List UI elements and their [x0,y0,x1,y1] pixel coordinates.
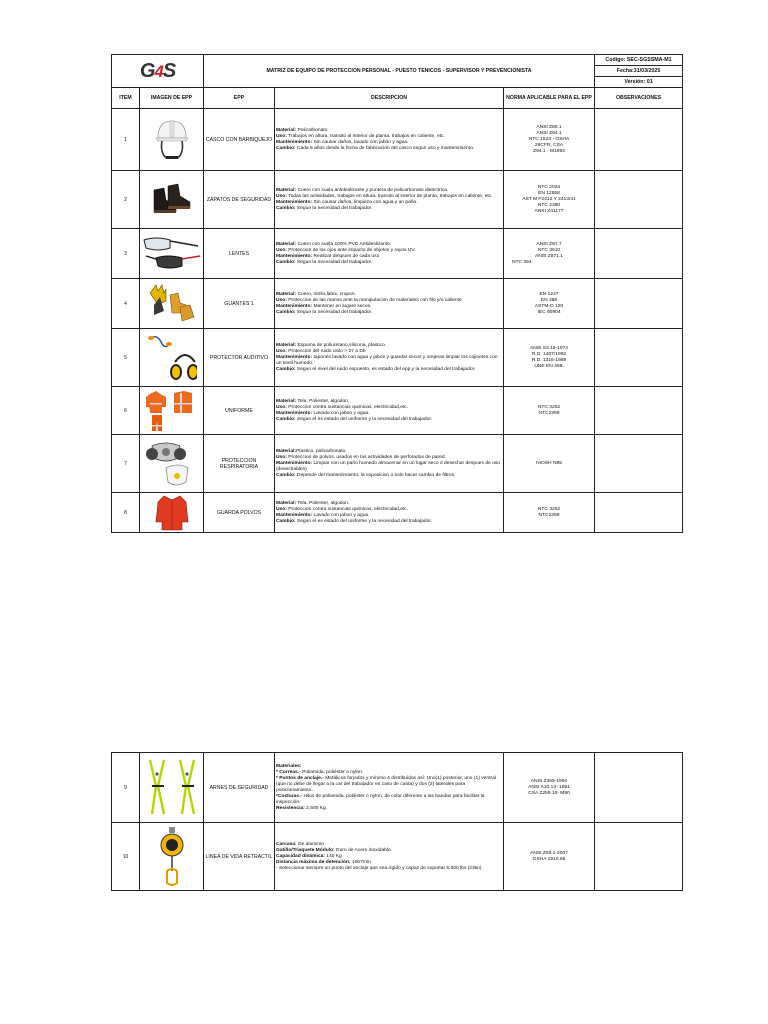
norma: ANSI Z359-1992 ANSI A10.14- 1991 CSA Z259.10- M90 [504,753,595,823]
desc-line: Uso: Proteccion de los ojos ante impacto de objetos y rayos UV. [276,247,416,253]
observaciones [595,109,683,171]
desc-line: Mantenimiento: Lavado con jabon y agua. [276,512,370,518]
col-header-imagen: IMAGEN DE EPP [140,88,204,109]
norma: EN 1247 EN 388 ASTM-D 120 IEC 60904 [504,279,595,329]
desc-line: - Seleccionar siempre un punto del anclaje que sea rígido y capaz de soportar 5.000 lbs (23kn) [276,865,482,871]
col-header-item: ITEM [112,88,140,109]
hearing-protector-image [140,329,204,387]
norma: NTC 3252 NTC2399 [504,387,595,435]
item-number: 9 [112,753,140,823]
desc-line: Material: Policarbonato [276,127,328,133]
item-number: 7 [112,435,140,493]
helmet-icon [152,116,192,164]
desc-line: Mantenimiento: Limpiar con un paño humedo almacenar en un lugar seco ó desechar despues de uso (desechables) [276,460,501,472]
description [275,387,504,435]
document-code: Codigo: SEC-SGSSMA-M1 [595,55,683,66]
harness-image [140,753,204,823]
col-header-norma: NORMA APLICABLE PARA EL EPP [504,88,595,109]
norma: ANSI Z87.7 NTC 3610 ANSI Z871.1 NTC 364 [504,229,595,279]
item-number: 6 [112,387,140,435]
epp-name: LENTES [204,229,275,279]
table-row [112,229,683,279]
table-row [112,279,683,329]
table-row [112,329,683,387]
dust-coat-icon [154,494,190,532]
epp-matrix-table [111,54,683,533]
ear-protector-icon [147,332,197,384]
table-row [112,171,683,229]
desc-line: Material: Espuma de poliuretano,silicona, plastico. [276,342,387,348]
respirator-icon [144,438,200,490]
desc-line: Uso: Proteccion de las manos ante la manipulacion de materiales con filo y/o caliente [276,297,462,303]
epp-name: ARNES DE SEGURIDAD [204,753,275,823]
desc-line: * Puntos de anclaje.- Metálicos forjados y mínimo 4 distribuidos así: Uno(1) posterior, uno (1) ventral (que no debe de llegar a la car del trabajador en caso de caída) y dos (2) laterales para posicionamiento. [276,775,496,793]
desc-line: Uso: Proteccion contra sustancias quimicas, electricidad,etc. [276,404,409,410]
respirator-image [140,435,204,493]
desc-line: Cambio: Cada 5 años desde la fecha de fabricación del casco segun uso y mantenimiento. [276,145,475,151]
boots-icon [150,180,194,220]
desc-line: Material: Tela, Poliester, algodon. [276,500,350,506]
item-number: 3 [112,229,140,279]
col-header-epp: EPP [204,88,275,109]
description [275,435,504,493]
desc-line: Cambio: Segun la necesidad del trabajador. [276,309,373,315]
desc-line: Material:Plastico, policarbonato. [276,448,347,454]
epp-name: ZAPATOS DE SEGURIDAD [204,171,275,229]
desc-line: Materiales: [276,763,302,769]
col-header-observaciones: OBSERVACIONES [595,88,683,109]
safety-glasses-icon [142,234,202,274]
desc-line: Material: Cuero con suela antideslizante y puntera de policarbonato dielectrica. [276,187,449,193]
epp-name: LINEA DE VIDA RETRACTIL [204,823,275,891]
table-row [112,435,683,493]
lifeline-image [140,823,204,891]
uniform-icon [144,389,200,433]
desc-line: Distancia máxima de detención: 1067mm [276,859,371,865]
document-version: Versión: 01 [595,77,683,88]
desc-line: *Costuras.- Hilos de poliamida, poliéster o nylon, de color diferente a las bandas para facilitar la inspección. [276,793,485,805]
harness-icon [144,756,200,820]
observaciones [595,753,683,823]
desc-line: Uso: Proteccion del ruido usilo > 27 a Db [276,348,366,354]
document-title: MATRIZ DE EQUIPO DE PROTECCION PERSONAL - PUESTO TENICOS - SUPERVISOR Y PREVENCIONISTA [204,55,595,88]
table-row [112,753,683,823]
desc-line: Uso: Proteccion de polvos, usados en las actividades de perforados de pared. [276,454,446,460]
retractable-lifeline-icon [157,825,187,889]
desc-line: Cambio: Segun el es estado del uniforme y la necesidad del trabajador. [276,518,433,524]
table-row [112,387,683,435]
description [275,329,504,387]
desc-line: Cambio: Segun la necesidad del trabajador. [276,259,373,265]
desc-line: Carcasa: De aluminio [276,841,324,847]
epp-name: PROTECCION RESPIRATORIA [204,435,275,493]
gloves-icon [146,283,198,325]
desc-line: Cambio: Segun la necesidad del trabajador. [276,205,373,211]
description [275,171,504,229]
epp-name: CASCO CON BARBIQUEJO [204,109,275,171]
logo-cell [112,55,204,88]
item-number: 4 [112,279,140,329]
desc-line: Mantenimiento: Realizar despues de cada uso [276,253,380,259]
desc-line: Mantenimiento: tapones lavado con agua y jabon y guardar secos y orejeras limpiar los cojinetes con un textil humedo. [276,354,498,366]
description [275,229,504,279]
norma: NTC 3252 NTC2399 [504,493,595,533]
observaciones [595,229,683,279]
norma: NIOSH N95 [504,435,595,493]
boots-image [140,171,204,229]
description [275,279,504,329]
desc-line: Cambio: Depende del mantenimiento, la exposicion o solo hacer cambio de filtros. [276,472,456,478]
desc-line: Mantenimiento: Sin causar daños, limpieza con agua y un paño. [276,199,418,205]
company-logo: G4S [139,59,176,82]
document-date: Fecha:31/03/2025 [595,66,683,77]
desc-line: Uso: Todas las actividades, trabajos en altura, transito al interior de planta, trabajos en caliente, etc. [276,193,493,199]
description [275,109,504,171]
gloves-image [140,279,204,329]
dust-coat-image [140,493,204,533]
item-number: 10 [112,823,140,891]
item-number: 1 [112,109,140,171]
epp-name: UNIFORME [204,387,275,435]
desc-line: Material: Cuero con suela 100% PVC Antideslizante. [276,241,392,247]
description [275,753,504,823]
table-row [112,493,683,533]
norma: ANSI S3.19-1974 R.D. 1407/1992 R.D. 1316-1989 UNE EN 458. [504,329,595,387]
observaciones [595,329,683,387]
desc-line: Capacidad dinámica: 140 Kg [276,853,342,859]
desc-line: Mantenimiento: Mantener en lugare secos. [276,303,372,309]
col-header-descripcion: DESCRIPCION [275,88,504,109]
observaciones [595,493,683,533]
desc-line: * Correas.- Poliamida, poliéster o nylon. [276,769,364,775]
observaciones [595,171,683,229]
table-row [112,823,683,891]
desc-line: Uso: Trabajos en altura, transito al interior de planta, trabajos en caliente, etc. [276,133,445,139]
uniform-image [140,387,204,435]
observaciones [595,435,683,493]
table-row [112,109,683,171]
desc-line: Uso: Proteccion contra sustancias quimicas, electricidad,etc. [276,506,409,512]
epp-name: GUANTES 1 [204,279,275,329]
desc-line: Gatillo/Triaquete Módulo: Duro de Acero inoxidable. [276,847,393,853]
desc-line: Material: Tela, Poliester, algodon. [276,398,350,404]
epp-name: PROTECTOR AUDITIVO [204,329,275,387]
desc-line: Material: Cuero, nitrilo,latex, crupon. [276,291,356,297]
epp-matrix-table-continued [111,752,683,891]
observaciones [595,279,683,329]
norma: ANSI Z89.1 ANSI Z94.1 NTC 1523 - OSHA 29CFR, CSA Z94.1 - M1993 [504,109,595,171]
item-number: 2 [112,171,140,229]
desc-line: Mantenimiento: Lavado con jabon y agua. [276,410,370,416]
observaciones [595,823,683,891]
glasses-image [140,229,204,279]
observaciones [595,387,683,435]
helmet-image [140,109,204,171]
description [275,823,504,891]
norma: ANSI Z59.1-2007 OSHA 1910.66 [504,823,595,891]
desc-line: Mantenimiento: Sin causar daños, lavado con jabón y agua. [276,139,409,145]
item-number: 8 [112,493,140,533]
item-number: 5 [112,329,140,387]
desc-line: Cambio: Segun el nivel del ruido expuesto, es estado del epp y la necesidad del trabajador. [276,366,476,372]
epp-name: GUARDA POLVOS [204,493,275,533]
desc-line: Cambio: Segun el es estado del uniforme y la necesidad del trabajador. [276,416,433,422]
desc-line: Resistencia: 2,500 Kg. [276,805,328,811]
norma: NTC 2034 EN 12568 AST M F2412 Y 2413/41 NTC 2380 ANSI Z41177 [504,171,595,229]
description [275,493,504,533]
